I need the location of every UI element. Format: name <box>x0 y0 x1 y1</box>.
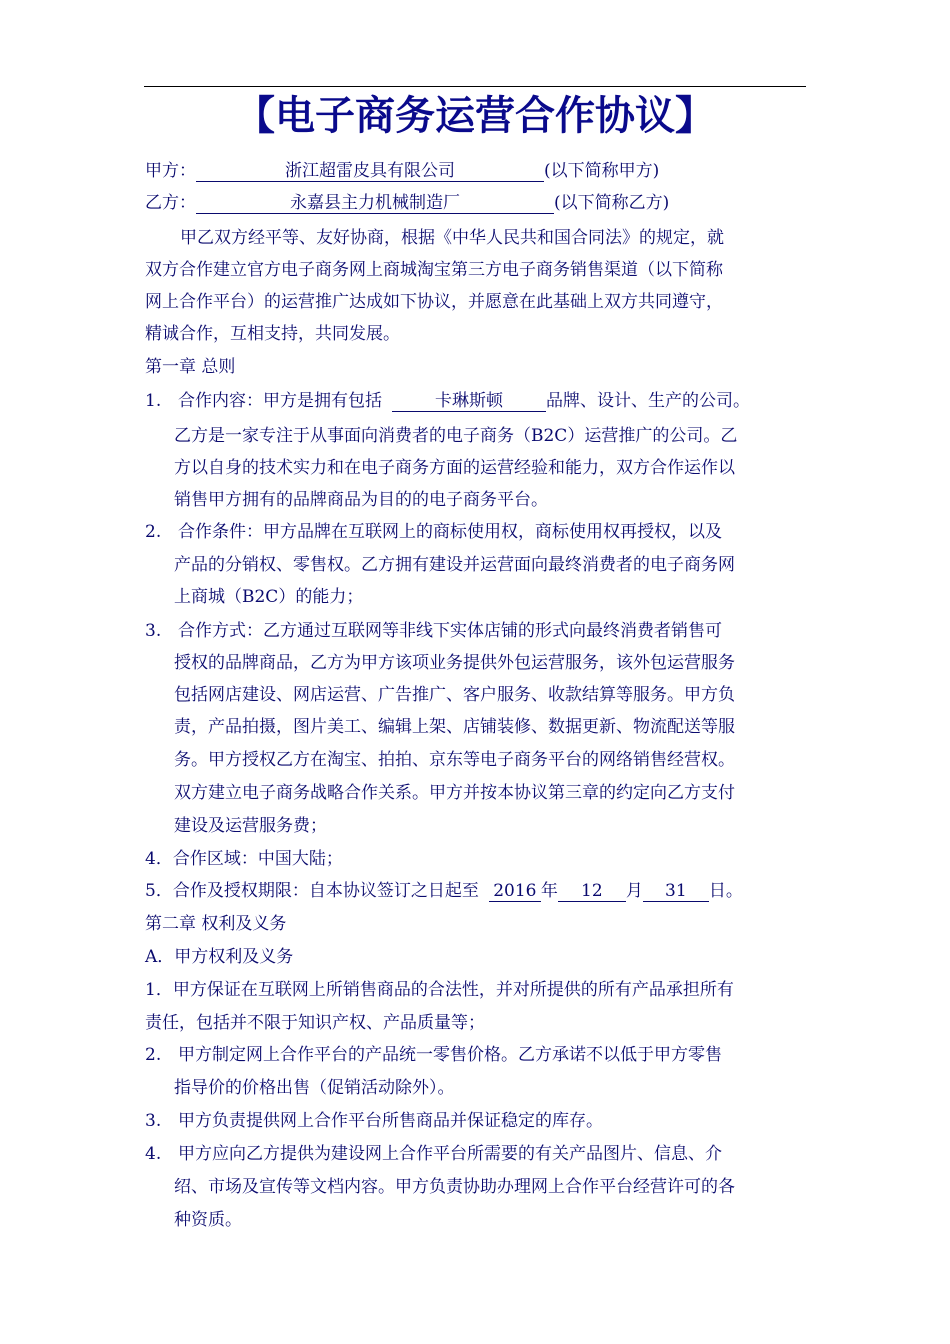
party-a-name: 浙江超雷皮具有限公司 <box>196 161 544 182</box>
item-number: 2. <box>145 1045 162 1065</box>
party-a-line <box>145 160 659 182</box>
c1-item2-line: 合作条件：甲方品牌在互联网上的商标使用权，商标使用权再授权，以及 <box>178 522 722 542</box>
a-item4-line: 绍、市场及宣传等文档内容。甲方负责协助办理网上合作平台经营许可的各 <box>174 1177 735 1197</box>
year-unit: 年 <box>540 881 558 901</box>
item-number: 4. <box>145 1144 162 1164</box>
c1-item3-line: 务。甲方授权乙方在淘宝、拍拍、京东等电子商务平台的网络销售经营权。 <box>174 750 735 770</box>
header-rule <box>144 86 806 87</box>
a-item4-line: 种资质。 <box>174 1210 242 1230</box>
item-number: 3. <box>145 621 162 641</box>
brand-name: 卡琳斯顿 <box>392 391 546 412</box>
c1-item4: 4．合作区域：中国大陆； <box>145 849 343 869</box>
c1-item2-line: 上商城（B2C）的能力； <box>174 587 364 607</box>
term-month: 12 <box>558 881 626 902</box>
item-number: 2. <box>145 522 162 542</box>
c1-item5 <box>145 880 743 902</box>
c1-item1-line: 销售甲方拥有的品牌商品为目的的电子商务平台。 <box>174 490 548 510</box>
party-b-name: 永嘉县主力机械制造厂 <box>196 193 554 214</box>
c1-item1-post: 品牌、设计、生产的公司。 <box>546 391 750 411</box>
c1-item3-line: 包括网店建设、网店运营、广告推广、客户服务、收款结算等服务。甲方负 <box>174 685 735 705</box>
c1-item1-first-line <box>178 390 750 412</box>
page-title: 【电子商务运营合作协议】 <box>235 93 715 139</box>
c1-item2-line: 产品的分销权、零售权。乙方拥有建设并运营面向最终消费者的电子商务网 <box>174 555 735 575</box>
chapter-1-heading: 第一章 总则 <box>145 357 236 377</box>
party-b-label: 乙方： <box>145 193 196 213</box>
day-unit: 日。 <box>708 881 743 901</box>
party-a-suffix: (以下简称甲方) <box>544 161 660 181</box>
intro-line: 精诚合作，互相支持，共同发展。 <box>145 324 400 344</box>
section-a-heading: A．甲方权利及义务 <box>145 947 294 967</box>
a-item1-line: 责任，包括并不限于知识产权、产品质量等； <box>145 1013 485 1033</box>
c1-item3-line: 双方建立电子商务战略合作关系。甲方并按本协议第三章的约定向乙方支付 <box>174 783 735 803</box>
a-item1-line: 1．甲方保证在互联网上所销售商品的合法性，并对所提供的所有产品承担所有 <box>145 980 734 1000</box>
a-item4-line: 甲方应向乙方提供为建设网上合作平台所需要的有关产品图片、信息、介 <box>178 1144 722 1164</box>
party-a-label: 甲方： <box>145 161 196 181</box>
item-number: 3. <box>145 1111 162 1131</box>
a-item2-line: 甲方制定网上合作平台的产品统一零售价格。乙方承诺不以低于甲方零售 <box>178 1045 722 1065</box>
party-b-line <box>145 192 669 214</box>
c1-item3-line: 合作方式：乙方通过互联网等非线下实体店铺的形式向最终消费者销售可 <box>178 621 722 641</box>
c1-item3-line: 责，产品拍摄，图片美工、编辑上架、店铺装修、数据更新、物流配送等服 <box>174 717 735 737</box>
month-unit: 月 <box>625 881 643 901</box>
intro-line: 甲乙双方经平等、友好协商，根据《中华人民共和国合同法》的规定，就 <box>180 228 724 248</box>
c1-item1-pre: 合作内容：甲方是拥有包括 <box>178 391 382 411</box>
party-b-suffix: (以下简称乙方) <box>554 193 670 213</box>
c1-item3-line: 建设及运营服务费； <box>174 816 327 836</box>
term-day: 31 <box>643 881 709 902</box>
term-year: 2016 <box>489 881 541 902</box>
c1-item3-line: 授权的品牌商品，乙方为甲方该项业务提供外包运营服务，该外包运营服务 <box>174 653 735 673</box>
c1-item5-pre: 5．合作及授权期限：自本协议签订之日起至 <box>145 881 479 901</box>
a-item2-line: 指导价的价格出售（促销活动除外）。 <box>174 1078 455 1098</box>
item-number: 1. <box>145 391 162 411</box>
chapter-2-heading: 第二章 权利及义务 <box>145 914 287 934</box>
c1-item1-line: 方以自身的技术实力和在电子商务方面的运营经验和能力，双方合作运作以 <box>174 458 735 478</box>
c1-item1-line: 乙方是一家专注于从事面向消费者的电子商务（B2C）运营推广的公司。乙 <box>174 426 738 446</box>
a-item3-line: 甲方负责提供网上合作平台所售商品并保证稳定的库存。 <box>178 1111 603 1131</box>
intro-line: 双方合作建立官方电子商务网上商城淘宝第三方电子商务销售渠道（以下简称 <box>145 260 723 280</box>
intro-line: 网上合作平台）的运营推广达成如下协议，并愿意在此基础上双方共同遵守， <box>145 292 723 312</box>
